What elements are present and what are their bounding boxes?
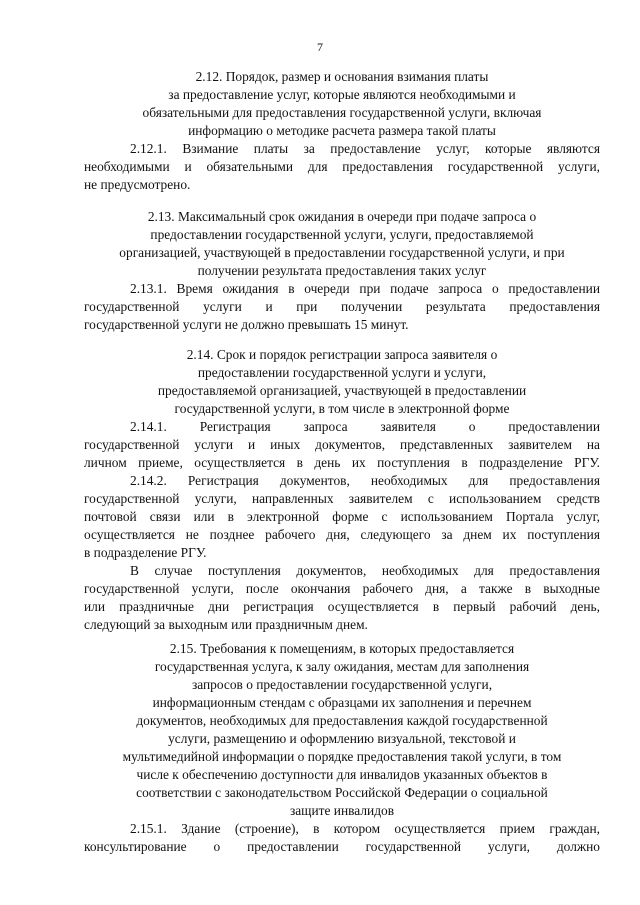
heading-line: за предоставление услуг, которые являются необходимыми и [168, 87, 516, 102]
heading-line: информацию о методике расчета размера такой платы [188, 123, 496, 138]
paragraph-line: осуществляется не позднее рабочего дня, следующего за днем их поступления [84, 527, 600, 542]
paragraph [84, 280, 600, 334]
heading-line: 2.15. Требования к помещениям, в которых предоставляется [169, 641, 515, 656]
heading-line: обязательными для предоставления государственной услуги, включая [142, 105, 542, 120]
heading-line: документов, необходимых для предоставления каждой государственной [136, 713, 548, 728]
heading-line: государственная услуга, к залу ожидания, местам для заполнения [154, 659, 530, 674]
heading-line: предоставлении государственной услуги и услуги, [197, 365, 487, 380]
paragraph-line: государственной услуги, после окончания рабочего дня, а также в выходные [84, 581, 600, 596]
paragraph-line: государственной услуги не должно превышать 15 минут. [84, 317, 409, 332]
section-heading [84, 68, 600, 140]
paragraph-line: 2.13.1. Время ожидания в очереди при подаче запроса о предоставлении [130, 281, 600, 296]
paragraph-line: В случае поступления документов, необходимых для предоставления [130, 563, 600, 578]
section-2-13 [84, 208, 600, 334]
paragraph-line: необходимыми и обязательными для предоставления государственной услуги, [84, 159, 600, 174]
paragraph-line: следующий за выходным или праздничным днем. [84, 617, 368, 632]
paragraph [84, 562, 600, 634]
heading-line: соответствии с законодательством Российской Федерации о социальной [136, 785, 548, 800]
paragraph-line: 2.15.1. Здание (строение), в котором осуществляется прием граждан, [130, 821, 600, 836]
paragraph-line: государственной услуги и при получении результата предоставления [84, 299, 600, 314]
heading-line: услуги, размещению и оформлению визуальной, текстовой и [168, 731, 516, 746]
paragraph-line: государственной услуги, направленных заявителем с использованием средств [84, 491, 600, 506]
paragraph [84, 472, 600, 562]
heading-line: государственной услуги, в том числе в электронной форме [174, 401, 510, 416]
heading-line: защите инвалидов [289, 803, 395, 818]
heading-line: предоставлении государственной услуги, услуги, предоставляемой [150, 227, 534, 242]
heading-line: 2.12. Порядок, размер и основания взимания платы [195, 69, 489, 84]
paragraph-line: государственной услуги и иных документов, представленных заявителем на [84, 437, 600, 452]
heading-line: 2.14. Срок и порядок регистрации запроса заявителя о [186, 347, 498, 362]
heading-line: получении результата предоставления таких услуг [197, 263, 487, 278]
paragraph-line: 2.12.1. Взимание платы за предоставление услуг, которые являются [130, 141, 600, 156]
section-2-12 [84, 68, 600, 194]
heading-line: организацией, участвующей в предоставлении государственной услуги, и при [119, 245, 565, 260]
paragraph-line: почтовой связи или в электронной форме с использованием Портала услуг, [84, 509, 600, 524]
paragraph [84, 140, 600, 194]
paragraph-line: 2.14.1. Регистрация запроса заявителя о предоставлении [130, 419, 600, 434]
paragraph-line: или праздничные дни регистрация осуществляется в первый рабочий день, [84, 599, 600, 614]
heading-line: информационным стендам с образцами их заполнения и перечнем [152, 695, 532, 710]
section-heading [84, 346, 600, 418]
paragraph-line: личном приеме, осуществляется в день их поступления в подразделение РГУ. [84, 455, 600, 470]
heading-line: 2.13. Максимальный срок ожидания в очереди при подаче запроса о [147, 209, 537, 224]
section-2-14 [84, 346, 600, 634]
paragraph-line: в подразделение РГУ. [84, 545, 207, 560]
heading-line: запросов о предоставлении государственной услуги, [191, 677, 493, 692]
paragraph-line: 2.14.2. Регистрация документов, необходимых для предоставления [130, 473, 600, 488]
heading-line: числе к обеспечению доступности для инвалидов указанных объектов в [136, 767, 548, 782]
paragraph [84, 820, 600, 856]
paragraph-line: консультирование о предоставлении государственной услуги, должно [84, 839, 600, 854]
paragraph [84, 418, 600, 472]
heading-line: предоставляемой организацией, участвующей в предоставлении [157, 383, 527, 398]
section-heading [84, 208, 600, 280]
page-number: 7 [317, 40, 323, 54]
section-2-15 [84, 640, 600, 856]
section-heading [84, 640, 600, 820]
heading-line: мультимедийной информации о порядке предоставления такой услуги, в том [122, 749, 562, 764]
paragraph-line: не предусмотрено. [84, 177, 191, 192]
